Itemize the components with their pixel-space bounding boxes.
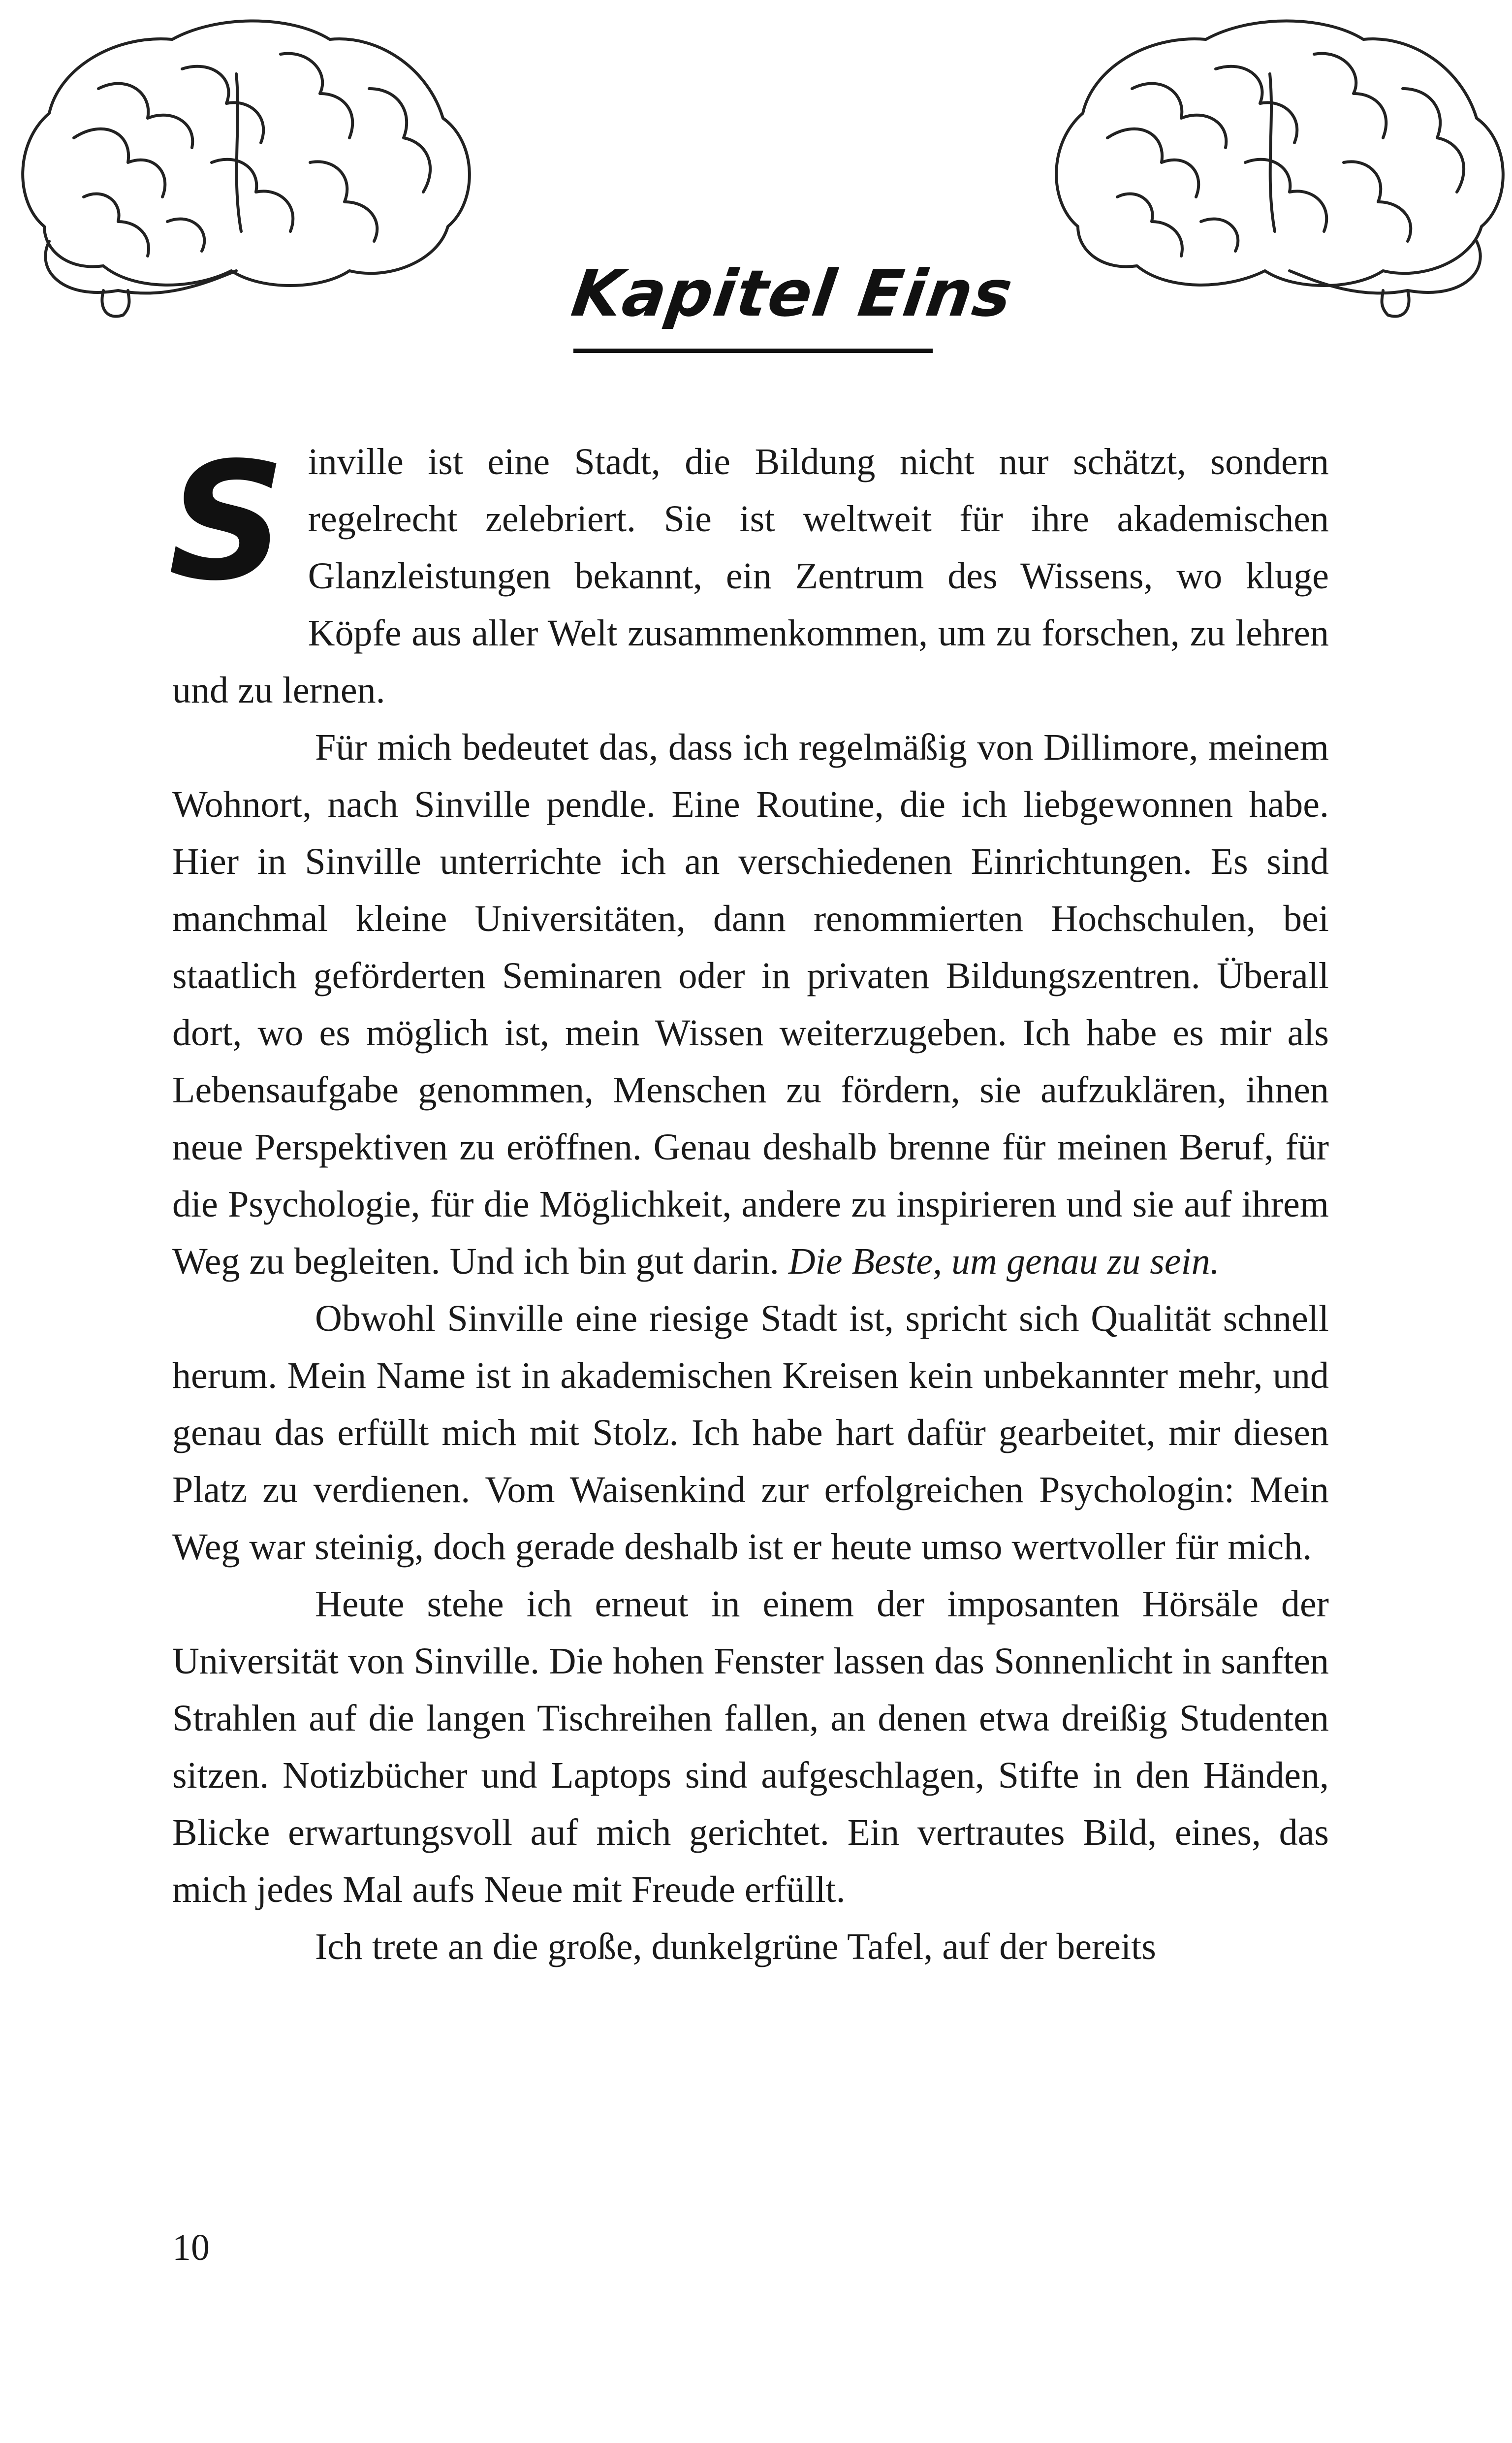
title-underline <box>573 349 933 353</box>
chapter-body <box>168 427 1329 1975</box>
paragraph-2 <box>172 719 1329 1290</box>
paragraph-1-text: inville ist eine Stadt, die Bildung nicht nur schätzt, sondern regelrecht zelebriert. Sie ist weltweit für ihre akademischen Glanzleistungen bekannt, ein Zentrum des Wissens, wo kluge Köpfe aus aller Welt zusammenkommen, um zu forschen, zu lehren und zu lernen. <box>172 441 1329 711</box>
paragraph-1 <box>168 427 1329 719</box>
brain-illustration-left <box>5 15 487 330</box>
paragraph-5: Ich trete an die große, dunkelgrüne Tafel, auf der bereits <box>315 1926 1156 1967</box>
paragraph-2-text: Für mich bedeutet das, dass ich regelmäßig von Dillimore, meinem Wohnort, nach Sinville pendle. Eine Routine, die ich liebgewonnen habe. Hier in Sinville unterrichte ich an verschiedenen Einrichtungen. Es sind manchmal kleine Universitäten, dann renommierten Hochschulen, bei staatlich geförderten Seminaren oder in privaten Bildungszentren. Überall dort, wo es möglich ist, mein Wissen weiterzugeben. Ich habe es mir als Lebensaufgabe genommen, Menschen zu fördern, sie aufzuklären, ihnen neue Perspektiven zu eröffnen. Genau deshalb brenne für meinen Beruf, für die Psychologie, für die Möglichkeit, andere zu inspirieren und sie auf ihrem Weg zu begleiten. Und ich bin gut darin. <box>172 727 1329 1282</box>
paragraph-2-italic: Die Beste, um genau zu sein. <box>788 1241 1220 1282</box>
brain-illustration-right <box>1039 15 1512 330</box>
brain-icon <box>1039 15 1512 330</box>
drop-cap: S <box>168 427 285 616</box>
paragraph-3: Obwohl Sinville eine riesige Stadt ist, spricht sich Qualität schnell herum. Mein Name ist in akademischen Kreisen kein unbekannter mehr, und genau das erfüllt mich mit Stolz. Ich habe hart dafür gearbeitet, mir diesen Platz zu verdienen. Vom Waisenkind zur erfolgreichen Psychologin: Mein Weg war steinig, doch gerade deshalb ist er heute umso wertvoller für mich. <box>172 1298 1329 1568</box>
brain-icon <box>5 15 487 330</box>
page-number: 10 <box>172 2227 210 2268</box>
chapter-title: Kapitel Eins <box>567 256 1018 331</box>
paragraph-4: Heute stehe ich erneut in einem der imposanten Hörsäle der Universität von Sinville. Die hohen Fenster lassen das Sonnenlicht in sanften Strahlen auf die langen Tischreihen fallen, an denen etwa dreißig Studenten sitzen. Notizbücher und Laptops sind aufgeschlagen, Stifte in den Händen, Blicke erwartungsvoll auf mich gerichtet. Ein vertrautes Bild, eines, das mich jedes Mal aufs Neue mit Freude erfüllt. <box>172 1583 1329 1910</box>
